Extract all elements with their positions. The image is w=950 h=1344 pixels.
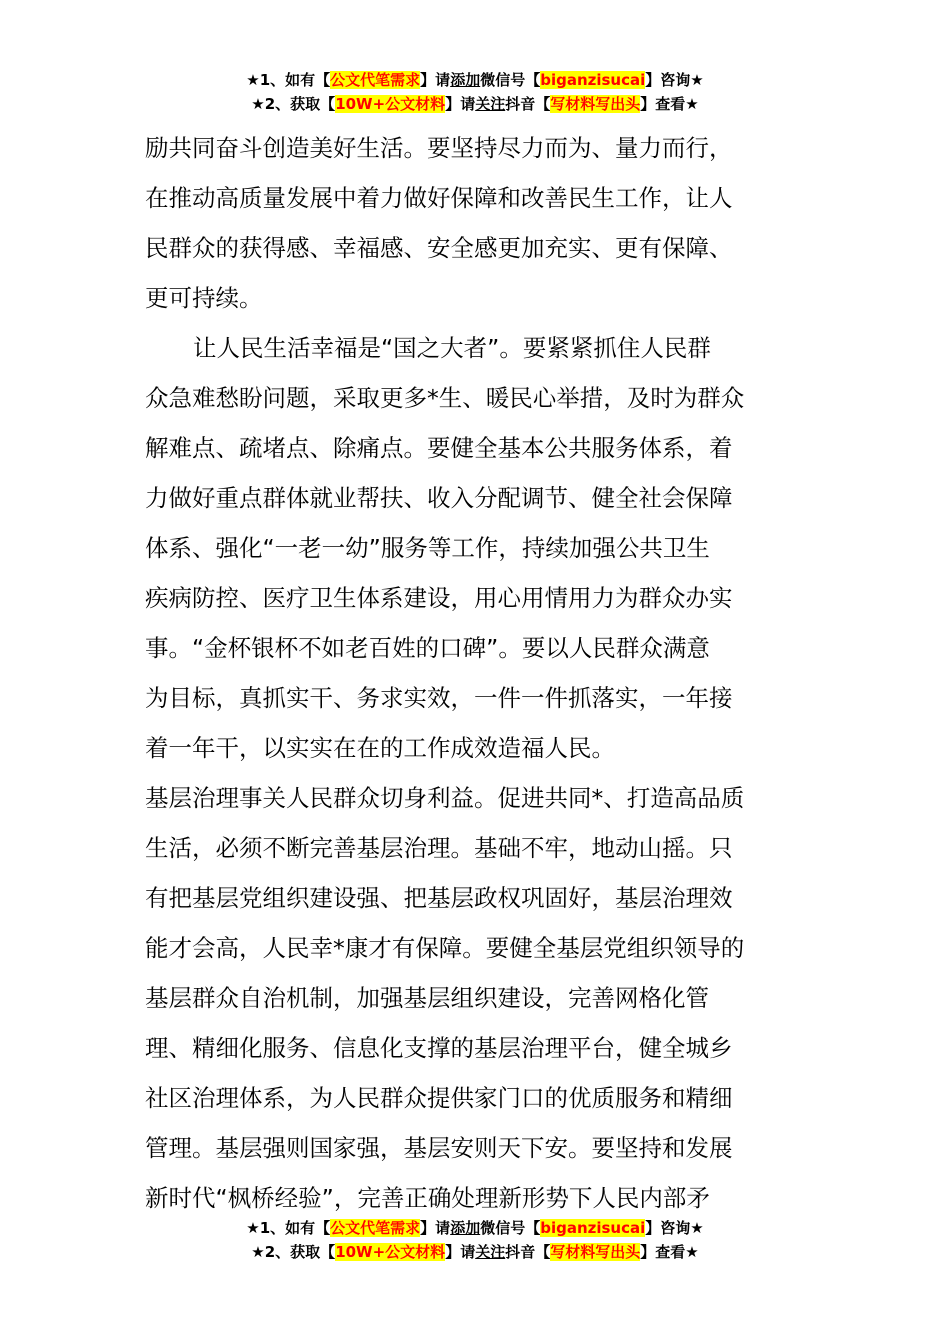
banner-text: ★2、获取【 <box>251 95 336 113</box>
banner-highlight: biganzisucai <box>540 1219 646 1237</box>
body-line: 生活，必须不断完善基层治理。基础不牢，地动山摇。只 <box>145 834 733 862</box>
banner-text: ★1、如有【 <box>246 71 331 89</box>
banner-underlined: 关注 <box>475 1243 506 1261</box>
banner-text: 】咨询★ <box>645 71 704 89</box>
document-body <box>145 123 810 1223</box>
banner-text: ★1、如有【 <box>246 1219 331 1237</box>
banner-text: 】咨询★ <box>645 1219 704 1237</box>
banner-text: 】请 <box>420 1219 451 1237</box>
banner-text: 】查看★ <box>640 1243 699 1261</box>
body-line: 更可持续。 <box>145 284 263 312</box>
body-line: 着一年干，以实实在在的工作成效造福人民。 <box>145 734 615 762</box>
banner-highlight: 公文代笔需求 <box>330 71 421 89</box>
banner-highlight: 10W+公文材料 <box>335 95 446 113</box>
body-line: 体系、强化“一老一幼”服务等工作，持续加强公共卫生 <box>145 534 710 562</box>
banner-line-1 <box>0 1216 950 1240</box>
body-line: 众急难愁盼问题，采取更多*生、暖民心举措，及时为群众 <box>145 384 745 412</box>
body-line: 新时代“枫桥经验”，完善正确处理新形势下人民内部矛 <box>145 1184 710 1212</box>
banner-text: 】请 <box>420 71 451 89</box>
banner-text: 微信号【 <box>480 1219 541 1237</box>
body-line: 让人民生活幸福是“国之大者”。要紧紧抓住人民群 <box>193 334 711 362</box>
banner-line-2 <box>0 1240 950 1264</box>
body-line: 基层群众自治机制，加强基层组织建设，完善网格化管 <box>145 984 709 1012</box>
body-line: 社区治理体系，为人民群众提供家门口的优质服务和精细 <box>145 1084 733 1112</box>
body-line: 理、精细化服务、信息化支撑的基层治理平台，健全城乡 <box>145 1034 733 1062</box>
body-line: 有把基层党组织建设强、把基层政权巩固好，基层治理效 <box>145 884 733 912</box>
body-line: 力做好重点群体就业帮扶、收入分配调节、健全社会保障 <box>145 484 733 512</box>
body-line: 能才会高，人民幸*康才有保障。要健全基层党组织领导的 <box>145 934 745 962</box>
body-line: 疾病防控、医疗卫生体系建设，用心用情用力为群众办实 <box>145 584 733 612</box>
banner-highlight: 写材料写出头 <box>550 1243 641 1261</box>
banner-text: 】查看★ <box>640 95 699 113</box>
body-line: 基层治理事关人民群众切身利益。促进共同*、打造高品质 <box>145 784 745 812</box>
banner-text: 】请 <box>445 1243 476 1261</box>
body-line: 民群众的获得感、幸福感、安全感更加充实、更有保障、 <box>145 234 733 262</box>
footer-banner <box>0 1216 950 1264</box>
body-line: 管理。基层强则国家强，基层安则天下安。要坚持和发展 <box>145 1134 733 1162</box>
banner-underlined: 添加 <box>450 1219 481 1237</box>
banner-highlight: 10W+公文材料 <box>335 1243 446 1261</box>
header-banner <box>0 68 950 116</box>
body-line: 事。“金杯银杯不如老百姓的口碑”。要以人民群众满意 <box>145 634 710 662</box>
body-line: 在推动高质量发展中着力做好保障和改善民生工作，让人 <box>145 184 733 212</box>
banner-text: 】请 <box>445 95 476 113</box>
banner-highlight: 写材料写出头 <box>550 95 641 113</box>
banner-highlight: 公文代笔需求 <box>330 1219 421 1237</box>
banner-highlight: biganzisucai <box>540 71 646 89</box>
banner-underlined: 添加 <box>450 71 481 89</box>
banner-text: 抖音【 <box>505 95 551 113</box>
body-line: 解难点、疏堵点、除痛点。要健全基本公共服务体系，着 <box>145 434 733 462</box>
banner-underlined: 关注 <box>475 95 506 113</box>
banner-text: 抖音【 <box>505 1243 551 1261</box>
body-line: 为目标，真抓实干、务求实效，一件一件抓落实，一年接 <box>145 684 733 712</box>
body-line: 励共同奋斗创造美好生活。要坚持尽力而为、量力而行， <box>145 134 733 162</box>
banner-text: ★2、获取【 <box>251 1243 336 1261</box>
banner-text: 微信号【 <box>480 71 541 89</box>
banner-line-1 <box>0 68 950 92</box>
banner-line-2 <box>0 92 950 116</box>
